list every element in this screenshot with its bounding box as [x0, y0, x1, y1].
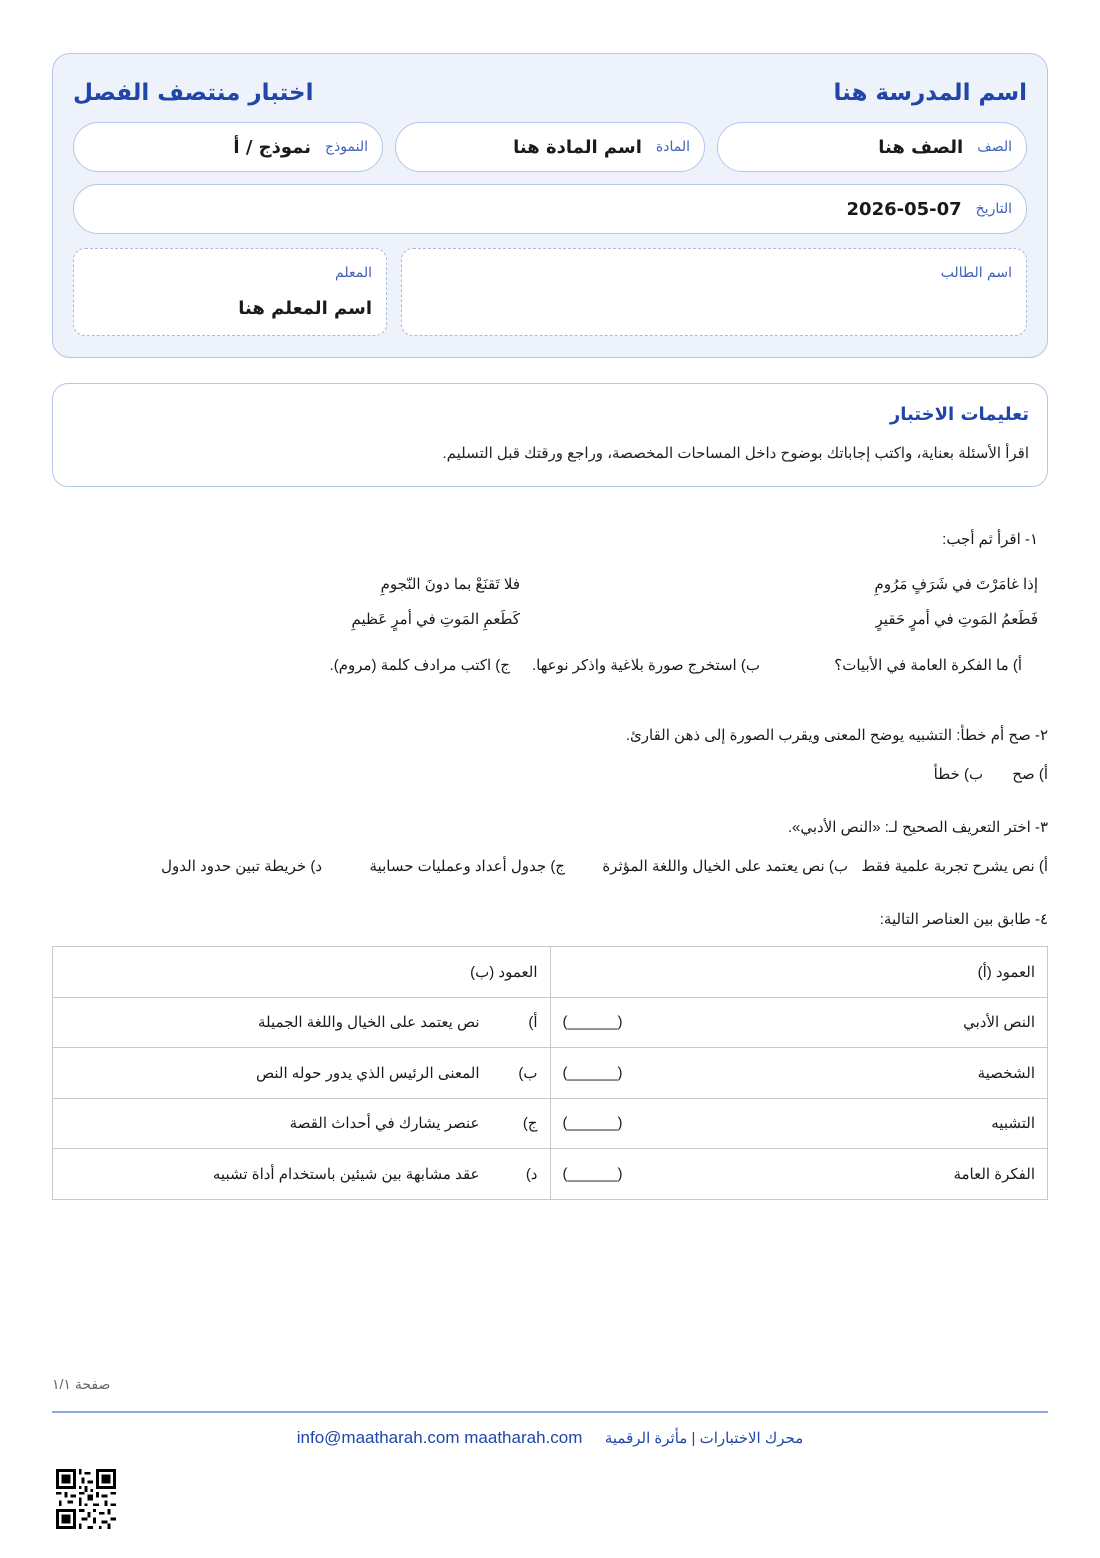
model-field	[73, 122, 383, 172]
subject-label: المادة	[655, 139, 690, 155]
date-value: 2026-05-07	[846, 198, 962, 220]
table-row	[53, 1149, 1048, 1200]
school-name: اسم المدرسة هنا	[833, 80, 1027, 106]
answer-blank[interactable]: (______)	[562, 1114, 623, 1132]
question-1-prompt: ١- اقرأ ثم أجب:	[942, 531, 1038, 548]
column-b-header-text: العمود (ب)	[470, 963, 538, 981]
exam-title: اختبار منتصف الفصل	[73, 80, 314, 106]
answer-blank[interactable]: (______)	[562, 1064, 623, 1082]
column-b-item: عقد مشابهة بين شيئين باستخدام أداة تشبيه	[212, 1165, 480, 1183]
question-1-sub-a: أ) ما الفكرة العامة في الأبيات؟	[834, 657, 1022, 674]
column-a-item: النص الأدبي	[963, 1014, 1035, 1032]
question-2-options[interactable]: أ) صح ب) خطأ	[933, 766, 1048, 783]
verse-1-first-half: إذا غامَرْتَ في شَرَفٍ مَرُومِ	[874, 576, 1038, 593]
instructions-title: تعليمات الاختبار	[889, 404, 1029, 425]
verse-2-first-half: فَطَعمُ المَوتِ في أمرٍ حَقيرٍ	[875, 611, 1038, 628]
verse-2-second-half: كَطَعمِ المَوتِ في أمرٍ عَظيمِ	[351, 611, 520, 628]
question-4-prompt: ٤- طابق بين العناصر التالية:	[879, 911, 1048, 928]
subject-value: اسم المادة هنا	[513, 136, 642, 158]
question-1-sub-b: ب) استخرج صورة بلاغية واذكر نوعها.	[531, 657, 760, 674]
question-3-option-a[interactable]: أ) نص يشرح تجربة علمية فقط	[861, 858, 1048, 875]
model-value: نموذج / أ	[233, 136, 312, 158]
model-label: النموذج	[325, 139, 368, 155]
matching-table	[52, 946, 1048, 1200]
column-b-item: عنصر يشارك في أحداث القصة	[289, 1115, 480, 1133]
teacher-label: المعلم	[335, 265, 372, 281]
subject-field	[395, 122, 705, 172]
instructions-text: اقرأ الأسئلة بعناية، واكتب إجاباتك بوضوح داخل المساحات المخصصة، وراجع ورقتك قبل التسليم.	[442, 445, 1029, 462]
question-1-sub-c: ج) اكتب مرادف كلمة (مروم).	[329, 657, 510, 674]
answer-blank[interactable]: (______)	[562, 1165, 623, 1183]
teacher-name: اسم المعلم هنا	[238, 298, 372, 319]
verse-1-second-half: فلا تَقنَعْ بما دونَ النّجومِ	[380, 576, 520, 593]
class-field	[717, 122, 1027, 172]
exam-header	[52, 53, 1048, 358]
question-3-option-b[interactable]: ب) نص يعتمد على الخيال واللغة المؤثرة	[602, 858, 848, 875]
teacher-box	[73, 248, 387, 336]
column-b-item: نص يعتمد على الخيال واللغة الجميلة	[257, 1014, 480, 1032]
table-row	[53, 1048, 1048, 1099]
question-2-prompt: ٢- صح أم خطأ: التشبيه يوضح المعنى ويقرب الصورة إلى ذهن القارئ.	[625, 727, 1048, 744]
footer	[0, 1428, 1100, 1448]
table-row	[53, 1098, 1048, 1149]
qr-code-icon	[56, 1469, 116, 1529]
answer-blank[interactable]: (______)	[562, 1013, 623, 1031]
class-label: الصف	[977, 139, 1012, 155]
column-b-letter: ج)	[522, 1115, 538, 1133]
column-a-header-text: العمود (أ)	[977, 963, 1035, 981]
date-field	[73, 184, 1027, 234]
student-name-box[interactable]	[401, 248, 1027, 336]
instructions-card	[52, 383, 1048, 487]
column-b-header	[53, 947, 551, 998]
column-b-letter: ب)	[518, 1064, 538, 1082]
column-a-item: التشبيه	[991, 1115, 1035, 1133]
column-a-item: الشخصية	[977, 1064, 1035, 1082]
column-a-header	[550, 947, 1048, 998]
student-name-label: اسم الطالب	[940, 265, 1012, 281]
class-value: الصف هنا	[878, 136, 964, 158]
question-3-option-d[interactable]: د) خريطة تبين حدود الدول	[161, 858, 322, 875]
page-number: صفحة ١/١	[52, 1376, 111, 1392]
column-a-item: الفكرة العامة	[953, 1165, 1035, 1183]
table-header-row	[53, 947, 1048, 998]
footer-contact-link[interactable]: info@maatharah.com maatharah.com	[296, 1428, 583, 1447]
column-b-item: المعنى الرئيس الذي يدور حوله النص	[255, 1064, 480, 1082]
date-label: التاريخ	[975, 201, 1012, 217]
question-3-prompt: ٣- اختر التعريف الصحيح لـ: «النص الأدبي».	[787, 819, 1048, 836]
column-b-letter: د)	[525, 1165, 538, 1183]
footer-divider	[52, 1411, 1048, 1413]
question-3-option-c[interactable]: ج) جدول أعداد وعمليات حسابية	[369, 858, 565, 875]
column-b-letter: أ)	[528, 1014, 538, 1032]
table-row	[53, 997, 1048, 1048]
footer-engine-text: محرك الاختبارات | مأثرة الرقمية	[604, 1430, 804, 1447]
